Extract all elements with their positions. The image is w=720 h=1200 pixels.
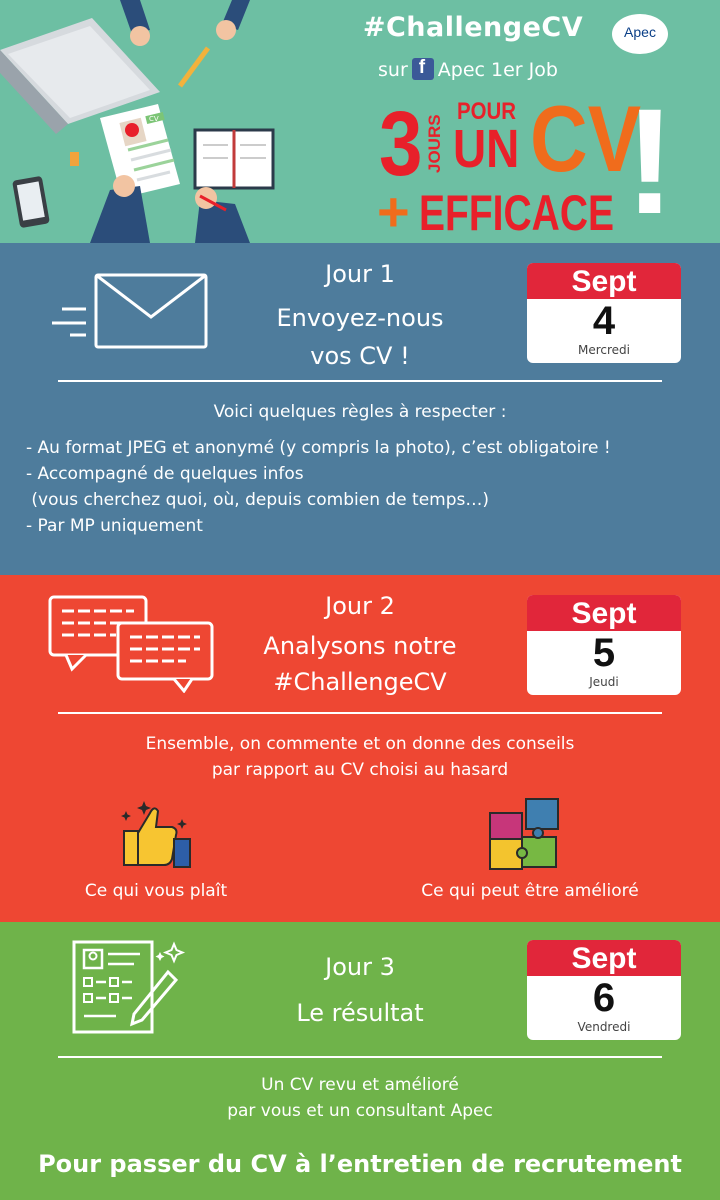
calendar-day-number: 4	[592, 299, 616, 343]
rules-list	[26, 435, 706, 539]
day3-calendar	[527, 940, 681, 1040]
day2-calendar	[527, 595, 681, 695]
calendar-month: Sept	[527, 595, 681, 631]
apec-logo-text: Apec	[624, 24, 656, 40]
list-item: - Accompagné de quelques infos	[26, 464, 304, 484]
slogan-un: UN	[453, 119, 520, 179]
facebook-page-name[interactable]: Apec 1er Job	[437, 59, 558, 81]
facebook-icon	[412, 58, 434, 80]
divider	[58, 1056, 662, 1058]
sur-text: sur	[378, 59, 408, 81]
day3-description-line1: Un CV revu et amélioré	[261, 1075, 459, 1095]
calendar-day-number: 5	[592, 631, 616, 675]
puzzle-icon	[486, 797, 570, 871]
slogan-cv: CV	[530, 86, 642, 191]
day3-title: Jour 3	[325, 953, 395, 981]
chat-bubbles-icon	[46, 593, 216, 693]
list-item: - Au format JPEG et anonymé (y compris la photo), c’est obligatoire !	[26, 438, 611, 458]
day3-section	[0, 922, 720, 1200]
notebook-icon	[195, 130, 273, 188]
day3-description-line2: par vous et un consultant Apec	[227, 1101, 493, 1121]
slogan-efficace: EFFICACE	[419, 185, 614, 241]
rules-intro: Voici quelques règles à respecter :	[213, 402, 507, 422]
hashtag-title: #ChallengeCV	[362, 12, 584, 43]
apec-logo	[612, 14, 668, 54]
envelope-icon	[50, 271, 210, 351]
slogan-number: 3	[379, 93, 420, 195]
usb-key-icon	[70, 152, 79, 166]
calendar-month: Sept	[527, 940, 681, 976]
divider	[58, 712, 662, 714]
list-item: - Par MP uniquement	[26, 516, 203, 536]
footer-tagline: Pour passer du CV à l’entretien de recrutement	[38, 1150, 682, 1178]
day1-calendar	[527, 263, 681, 363]
calendar-weekday: Jeudi	[589, 675, 619, 689]
day1-section	[0, 243, 720, 575]
day2-description-line2: par rapport au CV choisi au hasard	[211, 760, 509, 780]
slogan-exclamation: !	[625, 77, 675, 243]
smartphone-icon	[12, 176, 50, 228]
day2-title: Jour 2	[325, 592, 395, 620]
day1-title: Jour 1	[325, 260, 395, 288]
calendar-day-number: 6	[592, 976, 616, 1020]
day2-heading-line1: Analysons notre	[263, 632, 457, 660]
calendar-month: Sept	[527, 263, 681, 299]
calendar-weekday: Mercredi	[577, 343, 630, 357]
header-banner	[0, 0, 720, 243]
calendar-weekday: Vendredi	[577, 1020, 631, 1034]
list-item: (vous cherchez quoi, où, depuis combien de temps…)	[26, 490, 489, 510]
cv-sheet-icon	[100, 104, 180, 198]
liked-label: Ce qui vous plaît	[84, 881, 228, 901]
cv-sheet-label: CV	[149, 115, 159, 123]
day2-description-line1: Ensemble, on commente et on donne des conseils	[145, 734, 575, 754]
day3-heading: Le résultat	[296, 999, 424, 1027]
slogan-plus: +	[377, 180, 410, 243]
desk-illustration	[0, 0, 330, 243]
day2-section	[0, 575, 720, 922]
slogan-pour: POUR	[457, 98, 516, 125]
slogan-jours: JOURS	[425, 114, 444, 174]
thumbs-up-icon	[116, 797, 196, 869]
day1-heading-line2: vos CV !	[310, 342, 410, 370]
day1-heading-line1: Envoyez-nous	[276, 304, 444, 332]
day2-heading-line2: #ChallengeCV	[273, 668, 447, 696]
resume-icon	[70, 938, 190, 1036]
improvable-label: Ce qui peut être amélioré	[421, 881, 639, 901]
slogan	[375, 77, 675, 243]
divider	[58, 380, 662, 382]
